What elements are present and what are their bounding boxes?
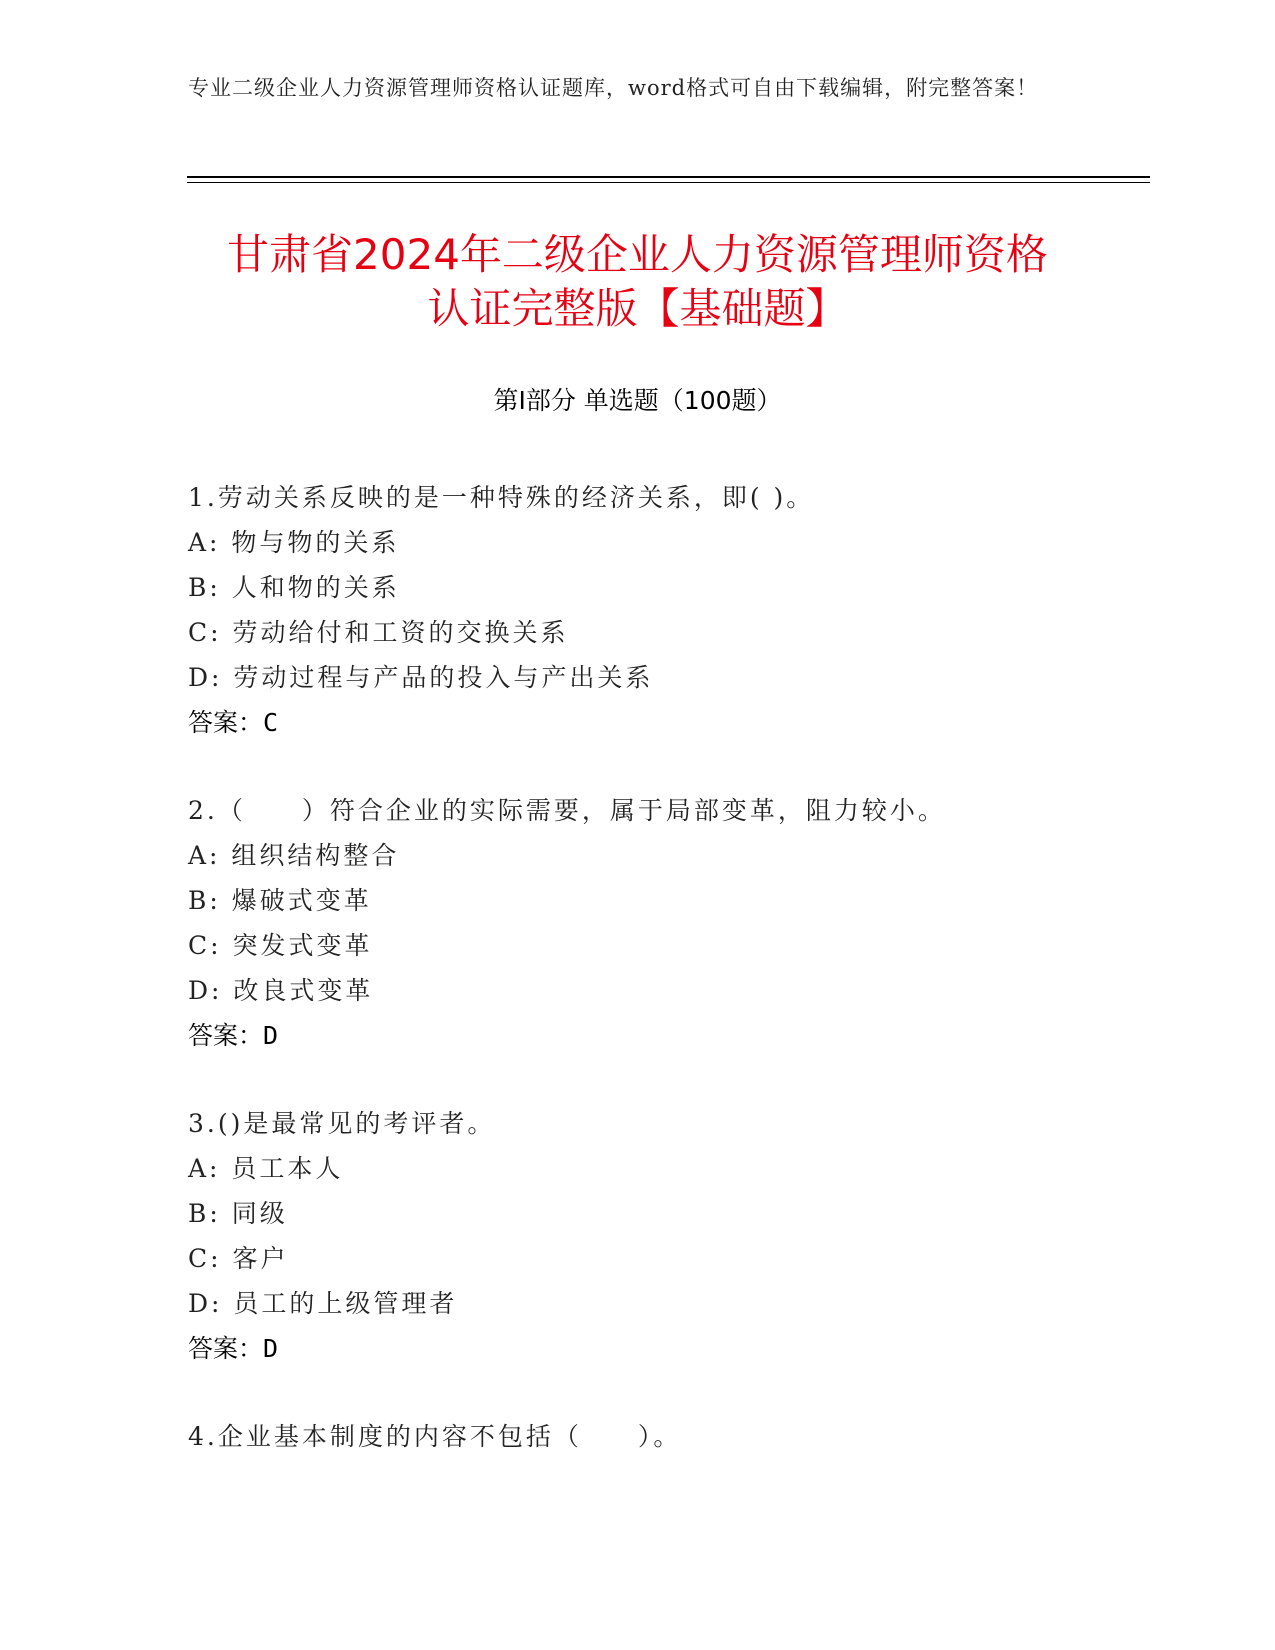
answer-line — [188, 1013, 1148, 1058]
option-b: B: 同级 — [188, 1199, 288, 1228]
document-title — [100, 228, 1175, 336]
question-stem: 3.()是最常见的考评者。 — [188, 1109, 496, 1138]
answer-label: 答案： — [188, 708, 264, 737]
question-stem: 4.企业基本制度的内容不包括（ ）。 — [188, 1422, 682, 1451]
header-rule-thick — [187, 176, 1150, 178]
question-stem: 2.（ ）符合企业的实际需要，属于局部变革，阻力较小。 — [188, 796, 946, 825]
answer-line — [188, 700, 1148, 745]
option-a: A: 物与物的关系 — [188, 528, 400, 557]
section-title: 第I部分 单选题（100题） — [493, 386, 782, 415]
header-note: 专业二级企业人力资源管理师资格认证题库，word格式可自由下载编辑，附完整答案！ — [188, 76, 1039, 100]
answer-label: 答案： — [188, 1334, 264, 1363]
question-3 — [188, 1101, 1148, 1371]
answer-value: D — [263, 1021, 279, 1050]
question-2 — [188, 788, 1148, 1058]
document-title-line-2: 认证完整版【基础题】 — [427, 284, 848, 333]
option-a: A: 组织结构整合 — [188, 841, 400, 870]
option-a: A: 员工本人 — [188, 1154, 344, 1183]
answer-value: C — [263, 708, 279, 737]
option-c: C: 突发式变革 — [188, 931, 373, 960]
question-1 — [188, 475, 1148, 745]
document-title-line-1: 甘肃省2024年二级企业人力资源管理师资格 — [227, 230, 1048, 279]
option-d: D: 员工的上级管理者 — [188, 1289, 458, 1318]
option-c: C: 客户 — [188, 1244, 289, 1273]
header-rule-thin — [187, 182, 1150, 183]
option-b: B: 人和物的关系 — [188, 573, 400, 602]
option-d: D: 劳动过程与产品的投入与产出关系 — [188, 663, 654, 692]
option-d: D: 改良式变革 — [188, 976, 374, 1005]
answer-value: D — [263, 1334, 279, 1363]
question-4 — [188, 1414, 1148, 1459]
question-list — [188, 475, 1148, 1502]
option-c: C: 劳动给付和工资的交换关系 — [188, 618, 569, 647]
option-b: B: 爆破式变革 — [188, 886, 372, 915]
answer-line — [188, 1326, 1148, 1371]
answer-label: 答案： — [188, 1021, 264, 1050]
question-stem: 1.劳动关系反映的是一种特殊的经济关系，即( )。 — [188, 483, 815, 512]
